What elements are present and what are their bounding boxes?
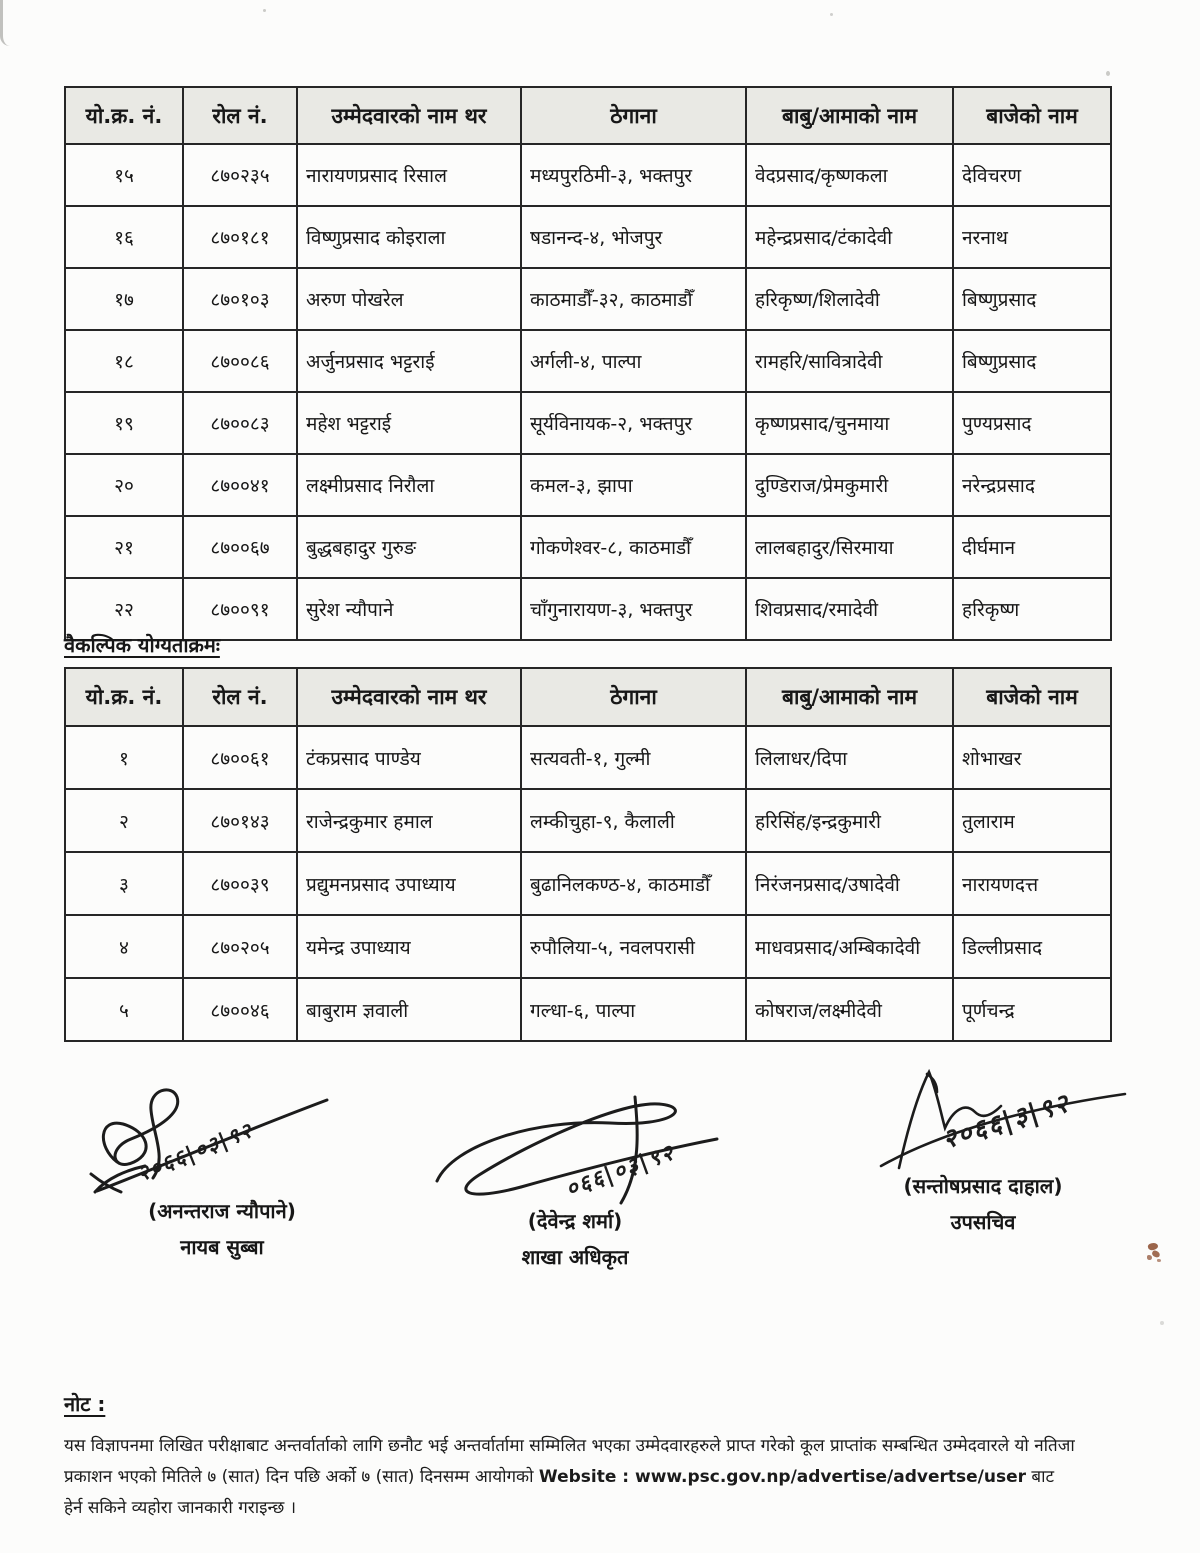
- cell-address: अर्गली-४, पाल्पा: [521, 330, 746, 392]
- cell-parents: रामहरि/सावित्रादेवी: [746, 330, 953, 392]
- handwritten-date: ०६६|०३|९२: [562, 1140, 679, 1203]
- cell-serial: ४: [65, 915, 183, 978]
- cell-roll: ८७०१०३: [183, 268, 297, 330]
- signature-scribble: [87, 1082, 357, 1195]
- note-section: [64, 1390, 1076, 1524]
- signature-block-nayab-subba: [82, 1082, 362, 1260]
- cell-grandfather: शोभाखर: [953, 726, 1111, 789]
- cell-name: लक्ष्मीप्रसाद निरौला: [297, 454, 521, 516]
- table-header-row: [65, 87, 1111, 144]
- scan-edge-artifact: [0, 0, 11, 46]
- signature-scribble: [425, 1093, 725, 1205]
- note-website-text: Website : www.psc.gov.np/advertise/advertse/user: [538, 1467, 1026, 1487]
- cell-roll: ८७००४१: [183, 454, 297, 516]
- table-row: [65, 144, 1111, 206]
- cell-parents: हरिसिंह/इन्द्रकुमारी: [746, 789, 953, 852]
- signatory-name: (सन्तोषप्रसाद दाहाल): [903, 1174, 1063, 1198]
- table-row: [65, 516, 1111, 578]
- cell-address: गोकणेश्वर-८, काठमाडौँ: [521, 516, 746, 578]
- cell-name: अरुण पोखरेल: [297, 268, 521, 330]
- cell-grandfather: नरेन्द्रप्रसाद: [953, 454, 1111, 516]
- cell-name: राजेन्द्रकुमार हमाल: [297, 789, 521, 852]
- cell-name: सुरेश न्यौपाने: [297, 578, 521, 640]
- col-header-candidate-name: उम्मेदवारको नाम थर: [297, 668, 521, 726]
- merit-order-table: [64, 86, 1112, 641]
- cell-roll: ८७००८३: [183, 392, 297, 454]
- cell-grandfather: डिल्लीप्रसाद: [953, 915, 1111, 978]
- cell-parents: शिवप्रसाद/रमादेवी: [746, 578, 953, 640]
- cell-serial: १९: [65, 392, 183, 454]
- cell-roll: ८७००६१: [183, 726, 297, 789]
- cell-parents: हरिकृष्ण/शिलादेवी: [746, 268, 953, 330]
- cell-roll: ८७०२३५: [183, 144, 297, 206]
- cell-parents: लिलाधर/दिपा: [746, 726, 953, 789]
- cell-parents: कृष्णप्रसाद/चुनमाया: [746, 392, 953, 454]
- cell-grandfather: बिष्णुप्रसाद: [953, 268, 1111, 330]
- table-row: [65, 392, 1111, 454]
- table-row: [65, 330, 1111, 392]
- cell-name: यमेन्द्र उपाध्याय: [297, 915, 521, 978]
- cell-grandfather: देविचरण: [953, 144, 1111, 206]
- handwritten-date: २०६६|०३|९२: [133, 1117, 257, 1187]
- cell-address: चाँगुनारायण-३, भक्तपुर: [521, 578, 746, 640]
- signatory-title: नायब सुब्बा: [180, 1235, 264, 1259]
- cell-name: टंकप्रसाद पाण्डेय: [297, 726, 521, 789]
- cell-name: महेश भट्टराई: [297, 392, 521, 454]
- table-row: [65, 454, 1111, 516]
- scan-rust-speck: [1146, 1241, 1166, 1267]
- note-text-before: यस विज्ञापनमा लिखित परीक्षाबाट अन्तर्वार्ताको लागि छनौट भई अन्तर्वार्तामा सम्मिलित भएका उम्मेदवारहरुले प्राप्त गरेको कूल प्राप्तांक सम्बन्धित उम्मेदवारले यो नतिजा प्रकाशन भएको मितिले ७ (सात) दिन पछि अर्को ७ (सात) दिनसम्म आयोगको: [64, 1436, 1075, 1487]
- cell-serial: ३: [65, 852, 183, 915]
- cell-serial: २०: [65, 454, 183, 516]
- col-header-candidate-name: उम्मेदवारको नाम थर: [297, 87, 521, 144]
- cell-roll: ८७००४६: [183, 978, 297, 1041]
- cell-roll: ८७०२०५: [183, 915, 297, 978]
- table-row: [65, 852, 1111, 915]
- cell-parents: लालबहादुर/सिरमाया: [746, 516, 953, 578]
- col-header-grandfather-name: बाजेको नाम: [953, 87, 1111, 144]
- table-row: [65, 789, 1111, 852]
- signature-block-sakha-adhikrit: [425, 1093, 725, 1270]
- cell-serial: २२: [65, 578, 183, 640]
- cell-name: विष्णुप्रसाद कोइराला: [297, 206, 521, 268]
- scan-dust-dot: [1160, 1321, 1164, 1325]
- cell-serial: १६: [65, 206, 183, 268]
- cell-roll: ८७०१८१: [183, 206, 297, 268]
- scan-dust-dot: [1106, 71, 1110, 76]
- cell-serial: २: [65, 789, 183, 852]
- col-header-address: ठेगाना: [521, 668, 746, 726]
- signatory-title: उपसचिव: [950, 1210, 1016, 1234]
- scan-dust-dot: [263, 9, 266, 12]
- cell-grandfather: नरनाथ: [953, 206, 1111, 268]
- table-row: [65, 978, 1111, 1041]
- cell-parents: निरंजनप्रसाद/उषादेवी: [746, 852, 953, 915]
- cell-roll: ८७००३९: [183, 852, 297, 915]
- cell-address: षडानन्द-४, भोजपुर: [521, 206, 746, 268]
- cell-address: गल्धा-६, पाल्पा: [521, 978, 746, 1041]
- cell-name: अर्जुनप्रसाद भट्टराई: [297, 330, 521, 392]
- col-header-serial-no: यो.क्र. नं.: [65, 87, 183, 144]
- alternative-merit-heading: वैकल्पिक योग्यताक्रमः: [64, 633, 220, 657]
- table-row: [65, 726, 1111, 789]
- cell-address: सत्यवती-१, गुल्मी: [521, 726, 746, 789]
- cell-grandfather: तुलाराम: [953, 789, 1111, 852]
- signature-block-upasachiv: [828, 1066, 1138, 1235]
- cell-name: बुद्धबहादुर गुरुङ: [297, 516, 521, 578]
- col-header-grandfather-name: बाजेको नाम: [953, 668, 1111, 726]
- cell-serial: १५: [65, 144, 183, 206]
- cell-address: रुपौलिया-५, नवलपरासी: [521, 915, 746, 978]
- cell-address: लम्कीचुहा-९, कैलाली: [521, 789, 746, 852]
- note-text-after: बाट हेर्न सकिने व्यहोरा जानकारी गराइन्छ ।: [64, 1467, 1055, 1518]
- cell-grandfather: पुण्यप्रसाद: [953, 392, 1111, 454]
- cell-serial: १८: [65, 330, 183, 392]
- cell-serial: १७: [65, 268, 183, 330]
- scan-dust-dot: [830, 13, 833, 16]
- cell-grandfather: नारायणदत्त: [953, 852, 1111, 915]
- col-header-roll-no: रोल नं.: [183, 668, 297, 726]
- alternative-merit-table: [64, 667, 1112, 1042]
- cell-name: प्रद्युमनप्रसाद उपाध्याय: [297, 852, 521, 915]
- cell-roll: ८७००९१: [183, 578, 297, 640]
- cell-grandfather: दीर्घमान: [953, 516, 1111, 578]
- table-row: [65, 206, 1111, 268]
- col-header-address: ठेगाना: [521, 87, 746, 144]
- cell-address: मध्यपुरठिमी-३, भक्तपुर: [521, 144, 746, 206]
- cell-address: कमल-३, झापा: [521, 454, 746, 516]
- cell-parents: वेदप्रसाद/कृष्णकला: [746, 144, 953, 206]
- cell-address: बुढानिलकण्ठ-४, काठमाडौँ: [521, 852, 746, 915]
- cell-parents: दुण्डिराज/प्रेमकुमारी: [746, 454, 953, 516]
- cell-address: सूर्यविनायक-२, भक्तपुर: [521, 392, 746, 454]
- table-row: [65, 268, 1111, 330]
- cell-grandfather: पूर्णचन्द्र: [953, 978, 1111, 1041]
- col-header-serial-no: यो.क्र. नं.: [65, 668, 183, 726]
- cell-serial: २१: [65, 516, 183, 578]
- cell-parents: कोषराज/लक्ष्मीदेवी: [746, 978, 953, 1041]
- cell-grandfather: हरिकृष्ण: [953, 578, 1111, 640]
- cell-name: बाबुराम ज्ञवाली: [297, 978, 521, 1041]
- signatory-title: शाखा अधिकृत: [521, 1245, 629, 1269]
- cell-roll: ८७००८६: [183, 330, 297, 392]
- cell-name: नारायणप्रसाद रिसाल: [297, 144, 521, 206]
- signatory-name: (अनन्तराज न्यौपाने): [148, 1199, 296, 1223]
- cell-address: काठमाडौँ-३२, काठमाडौँ: [521, 268, 746, 330]
- cell-grandfather: बिष्णुप्रसाद: [953, 330, 1111, 392]
- cell-parents: माधवप्रसाद/अम्बिकादेवी: [746, 915, 953, 978]
- table-row: [65, 915, 1111, 978]
- table-row: [65, 578, 1111, 640]
- signatory-name: (देवेन्द्र शर्मा): [527, 1209, 623, 1233]
- table-header-row: [65, 668, 1111, 726]
- handwritten-date: २०६६|३|९२: [939, 1088, 1074, 1156]
- cell-serial: ५: [65, 978, 183, 1041]
- col-header-roll-no: रोल नं.: [183, 87, 297, 144]
- col-header-parents-name: बाबु/आमाको नाम: [746, 87, 953, 144]
- note-paragraph: [64, 1431, 1076, 1524]
- cell-roll: ८७०१४३: [183, 789, 297, 852]
- signature-scribble: [833, 1066, 1133, 1170]
- cell-roll: ८७००६७: [183, 516, 297, 578]
- note-label: नोट :: [64, 1392, 106, 1416]
- cell-serial: १: [65, 726, 183, 789]
- cell-parents: महेन्द्रप्रसाद/टंकादेवी: [746, 206, 953, 268]
- col-header-parents-name: बाबु/आमाको नाम: [746, 668, 953, 726]
